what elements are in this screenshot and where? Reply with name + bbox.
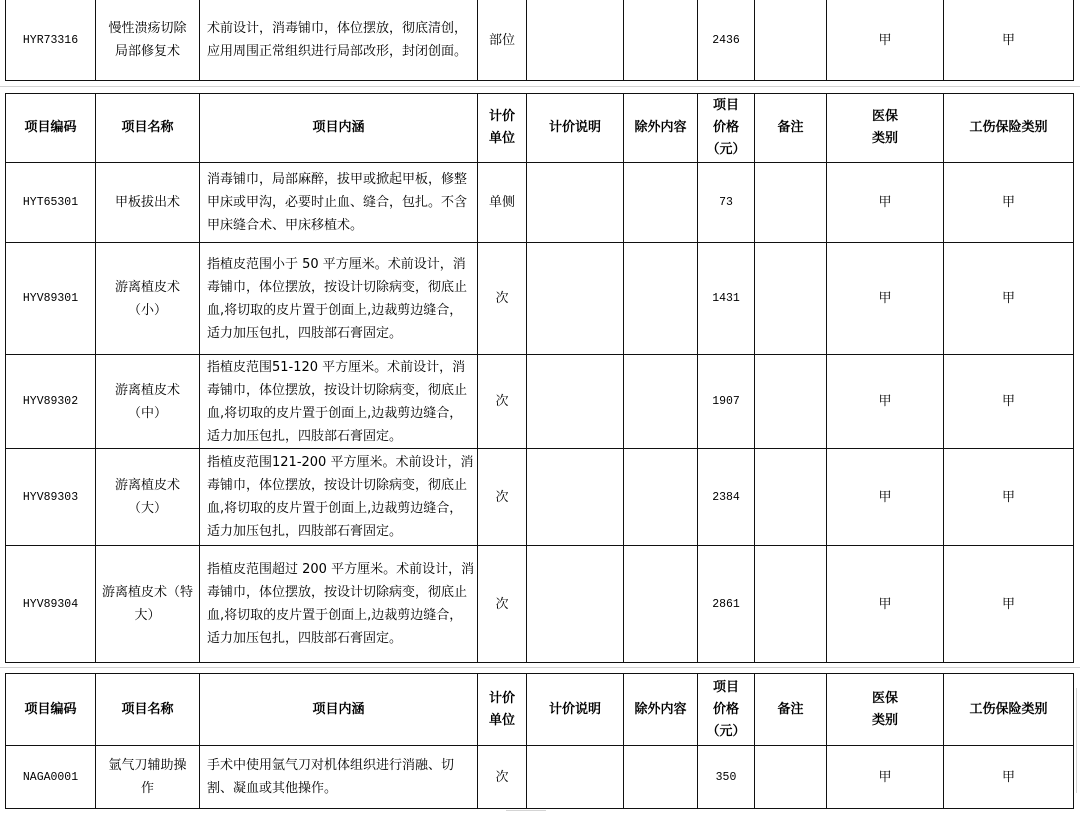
text-line: 适力加压包扎，四肢部石膏固定。	[207, 428, 403, 444]
cell-text: 工伤保险类别	[969, 120, 1048, 135]
cell-remark	[755, 746, 827, 809]
cell-price	[698, 355, 755, 449]
fee-table	[5, 0, 1074, 81]
cell-remark	[755, 163, 827, 243]
cell-text: HYR73316	[22, 33, 79, 47]
cell-excluded	[624, 243, 698, 355]
cell-text: 备注	[777, 701, 804, 717]
text-line: 价格	[712, 120, 739, 135]
cell-text: 甲	[878, 195, 892, 210]
cell-remark	[755, 0, 827, 81]
cell-remark	[755, 546, 827, 663]
header-content	[200, 674, 478, 746]
cell-content	[200, 746, 478, 809]
cell-unit	[478, 746, 527, 809]
cell-text: 甲	[878, 596, 892, 612]
cell-price	[698, 163, 755, 243]
header-remark	[755, 94, 827, 163]
cell-unit	[478, 163, 527, 243]
cell-pricing-note	[527, 746, 624, 809]
cell-name	[96, 243, 200, 355]
cell-text: 甲	[1001, 195, 1015, 210]
text-line: 血,将切取的皮片置于创面上,边裁剪边缝合，	[207, 302, 463, 318]
cell-text: 2436	[712, 33, 740, 47]
cell-text: 次	[495, 394, 509, 409]
header-row	[6, 674, 1074, 746]
text-line: 毒铺巾，体位摆放，按设计切除病变，彻底止	[207, 478, 468, 493]
text-line: 游离植皮术（特	[101, 585, 193, 600]
cell-text: 除外内容	[634, 701, 687, 717]
table-header	[6, 94, 1074, 163]
header-pricing-note	[527, 94, 624, 163]
text-line: 局部修复术	[114, 44, 180, 59]
text-line: 血,将切取的皮片置于创面上,边裁剪边缝合，	[207, 608, 463, 623]
cell-injury-insurance	[944, 449, 1074, 546]
cell-code	[6, 546, 96, 663]
text-line: 指植皮范围超过 200 平方厘米。术前设计，消	[207, 562, 475, 577]
header-row	[6, 94, 1074, 163]
cell-price	[698, 449, 755, 546]
cell-text: 项目编码	[24, 701, 77, 717]
cell-unit	[478, 0, 527, 81]
cell-text: HYV89301	[22, 292, 79, 305]
text-line: 类别	[871, 131, 898, 146]
cell-text: 部位	[488, 32, 515, 48]
table-row	[6, 243, 1074, 355]
cell-text: HYV89302	[22, 395, 79, 408]
cell-unit	[478, 243, 527, 355]
table-row	[6, 355, 1074, 449]
table-row	[6, 449, 1074, 546]
cell-unit	[478, 355, 527, 449]
text-line: 割、凝血或其他操作。	[207, 781, 338, 796]
table-row	[6, 163, 1074, 243]
cell-injury-insurance	[944, 355, 1074, 449]
cell-content	[200, 355, 478, 449]
cell-text: 2384	[712, 490, 740, 504]
table-row	[6, 546, 1074, 663]
header-excluded	[624, 94, 698, 163]
table-row	[6, 746, 1074, 809]
cell-text: 甲板拔出术	[114, 195, 180, 210]
cell-remark	[755, 449, 827, 546]
text-line: 价格	[712, 701, 739, 717]
page-edge-mark	[506, 810, 546, 811]
cell-injury-insurance	[944, 746, 1074, 809]
header-insurance	[827, 94, 944, 163]
text-line: 应用周围正常组织进行局部改形，封闭创面。	[207, 44, 468, 59]
text-line: （大）	[127, 501, 167, 516]
text-line: （元）	[706, 723, 746, 739]
cell-injury-insurance	[944, 243, 1074, 355]
cell-text: HYV89303	[22, 490, 79, 504]
cell-text: 项目编码	[24, 120, 77, 135]
text-line: 氩气刀辅助操	[108, 758, 187, 773]
header-code	[6, 674, 96, 746]
text-line: 项目	[712, 98, 739, 113]
text-line: 甲床或甲沟，必要时止血、缝合，包扎。不含	[207, 195, 468, 210]
cell-text: 1431	[712, 292, 740, 305]
text-line: 单位	[488, 712, 515, 728]
cell-text: 甲	[878, 394, 892, 409]
header-name	[96, 674, 200, 746]
cell-injury-insurance	[944, 163, 1074, 243]
cell-name	[96, 449, 200, 546]
text-line: 适力加压包扎，四肢部石膏固定。	[207, 631, 403, 646]
text-line: （小）	[127, 302, 167, 318]
cell-text: 项目内涵	[312, 701, 365, 717]
header-injury-insurance	[944, 94, 1074, 163]
text-line: 毒铺巾，体位摆放，按设计切除病变，彻底止	[207, 279, 468, 295]
cell-insurance	[827, 243, 944, 355]
page-edge-mark	[1076, 688, 1077, 793]
cell-text: 甲	[878, 769, 892, 785]
cell-price	[698, 243, 755, 355]
cell-text: 项目名称	[121, 701, 174, 717]
cell-code	[6, 163, 96, 243]
cell-pricing-note	[527, 355, 624, 449]
cell-text: 除外内容	[634, 120, 687, 135]
cell-name	[96, 746, 200, 809]
cell-text: 甲	[878, 291, 892, 306]
text-line: 指植皮范围51-120 平方厘米。术前设计，消	[207, 359, 466, 375]
cell-injury-insurance	[944, 0, 1074, 81]
text-line: 游离植皮术	[114, 478, 180, 493]
cell-excluded	[624, 746, 698, 809]
cell-unit	[478, 449, 527, 546]
cell-remark	[755, 243, 827, 355]
text-line: 消毒铺巾，局部麻醉，拔甲或掀起甲板，修整	[207, 172, 468, 187]
cell-pricing-note	[527, 546, 624, 663]
cell-remark	[755, 355, 827, 449]
cell-text: 350	[715, 770, 737, 784]
cell-text: 次	[495, 596, 509, 612]
cell-price	[698, 746, 755, 809]
cell-text: 项目名称	[121, 120, 174, 135]
text-line: 慢性溃疡切除	[108, 21, 187, 36]
cell-content	[200, 546, 478, 663]
text-line: 毒铺巾，体位摆放，按设计切除病变，彻底止	[207, 585, 468, 600]
cell-text: 单侧	[488, 195, 515, 210]
text-line: 血,将切取的皮片置于创面上,边裁剪边缝合，	[207, 501, 463, 516]
cell-text: 甲	[1001, 32, 1015, 48]
cell-code	[6, 746, 96, 809]
cell-code	[6, 243, 96, 355]
cell-text: 甲	[1001, 394, 1015, 409]
text-line: （中）	[127, 405, 167, 421]
header-pricing-note	[527, 674, 624, 746]
header-excluded	[624, 674, 698, 746]
text-line: 医保	[871, 690, 898, 706]
cell-content	[200, 243, 478, 355]
text-line: 游离植皮术	[114, 279, 180, 295]
text-line: 毒铺巾，体位摆放，按设计切除病变，彻底止	[207, 382, 468, 398]
cell-text: 计价说明	[548, 120, 601, 135]
text-line: 游离植皮术	[114, 382, 180, 398]
cell-excluded	[624, 546, 698, 663]
text-line: 项目	[712, 679, 739, 695]
table-row	[6, 0, 1074, 81]
table-body	[6, 746, 1074, 809]
cell-insurance	[827, 0, 944, 81]
text-line: 指植皮范围121-200 平方厘米。术前设计，消	[207, 455, 474, 470]
cell-content	[200, 449, 478, 546]
cell-code	[6, 0, 96, 81]
header-unit	[478, 94, 527, 163]
table-body	[6, 163, 1074, 663]
text-line: 指植皮范围小于 50 平方厘米。术前设计，消	[207, 256, 466, 272]
cell-code	[6, 449, 96, 546]
cell-text: 73	[719, 196, 733, 209]
text-line: 适力加压包扎，四肢部石膏固定。	[207, 524, 403, 539]
cell-pricing-note	[527, 243, 624, 355]
text-line: 医保	[871, 109, 898, 124]
text-line: 类别	[871, 712, 898, 728]
cell-text: HYT65301	[22, 196, 79, 209]
text-line: 手术中使用氩气刀对机体组织进行消融、切	[207, 758, 455, 773]
cell-pricing-note	[527, 0, 624, 81]
text-line: 血,将切取的皮片置于创面上,边裁剪边缝合，	[207, 405, 463, 421]
cell-insurance	[827, 163, 944, 243]
cell-pricing-note	[527, 163, 624, 243]
cell-text: 计价说明	[548, 701, 601, 717]
page-break-line	[0, 86, 1080, 87]
cell-insurance	[827, 546, 944, 663]
cell-text: 2861	[712, 597, 740, 611]
cell-code	[6, 355, 96, 449]
header-code	[6, 94, 96, 163]
header-insurance	[827, 674, 944, 746]
cell-insurance	[827, 449, 944, 546]
header-price	[698, 674, 755, 746]
cell-text: 甲	[1001, 489, 1015, 505]
cell-text: 次	[495, 769, 509, 785]
text-line: 作	[140, 781, 154, 796]
fee-table	[5, 673, 1074, 809]
table-body	[6, 0, 1074, 81]
cell-text: 项目内涵	[312, 120, 365, 135]
cell-injury-insurance	[944, 546, 1074, 663]
cell-content	[200, 163, 478, 243]
text-line: （元）	[706, 142, 746, 157]
text-line: 甲床缝合术、甲床移植术。	[207, 218, 364, 233]
cell-text: NAGA0001	[22, 770, 79, 784]
header-price	[698, 94, 755, 163]
cell-text: 次	[495, 489, 509, 505]
cell-text: 备注	[777, 120, 804, 135]
fee-table	[5, 93, 1074, 663]
cell-insurance	[827, 355, 944, 449]
cell-text: HYV89304	[22, 597, 79, 611]
header-remark	[755, 674, 827, 746]
cell-price	[698, 0, 755, 81]
cell-name	[96, 163, 200, 243]
text-line: 适力加压包扎，四肢部石膏固定。	[207, 325, 403, 341]
cell-pricing-note	[527, 449, 624, 546]
cell-excluded	[624, 0, 698, 81]
cell-unit	[478, 546, 527, 663]
cell-text: 次	[495, 291, 509, 306]
cell-excluded	[624, 355, 698, 449]
header-content	[200, 94, 478, 163]
text-line: 计价	[488, 690, 515, 706]
header-injury-insurance	[944, 674, 1074, 746]
cell-text: 甲	[1001, 291, 1015, 306]
cell-insurance	[827, 746, 944, 809]
cell-name	[96, 546, 200, 663]
text-line: 计价	[488, 109, 515, 124]
text-line: 大）	[134, 608, 161, 623]
cell-text: 1907	[712, 395, 740, 408]
text-line: 术前设计，消毒铺巾，体位摆放，彻底清创，	[207, 21, 468, 36]
text-line: 单位	[488, 131, 515, 146]
cell-text: 甲	[1001, 596, 1015, 612]
cell-price	[698, 546, 755, 663]
cell-text: 甲	[878, 489, 892, 505]
cell-text: 甲	[878, 32, 892, 48]
cell-name	[96, 355, 200, 449]
cell-excluded	[624, 449, 698, 546]
cell-text: 甲	[1001, 769, 1015, 785]
cell-content	[200, 0, 478, 81]
table-header	[6, 674, 1074, 746]
page-break-line	[0, 667, 1080, 668]
cell-name	[96, 0, 200, 81]
header-unit	[478, 674, 527, 746]
cell-text: 工伤保险类别	[969, 701, 1048, 717]
cell-excluded	[624, 163, 698, 243]
header-name	[96, 94, 200, 163]
